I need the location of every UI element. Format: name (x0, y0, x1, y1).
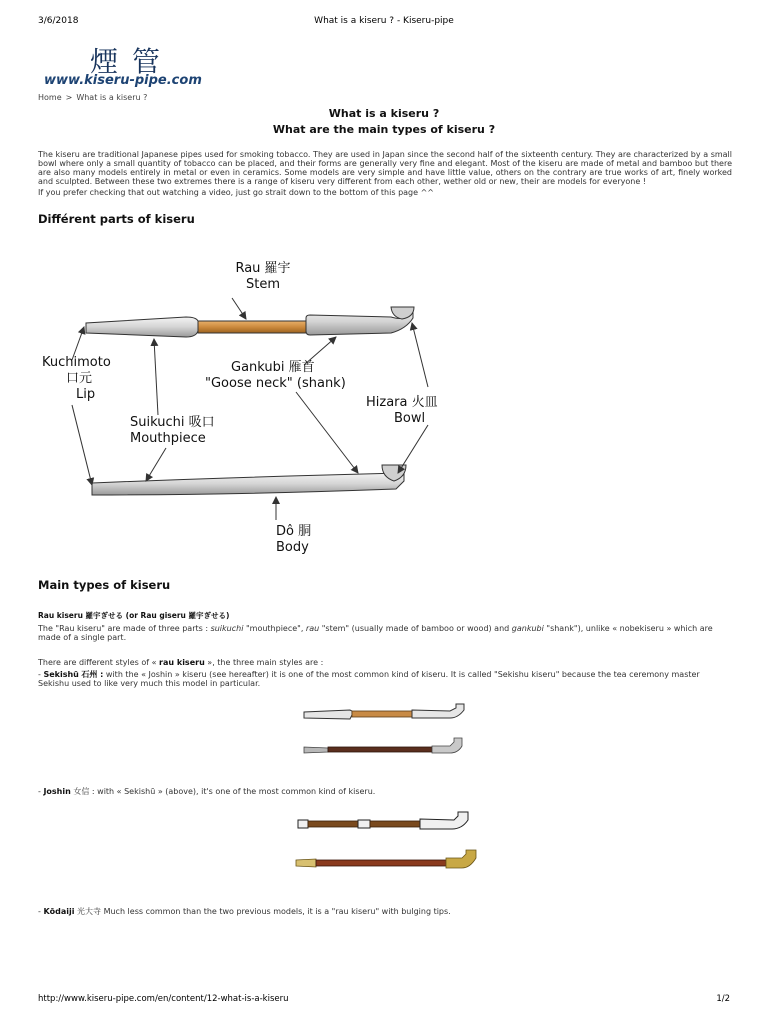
logo-kanji: 煙管 (90, 45, 175, 78)
label-gankubi: Gankubi 雁首 "Goose neck" (shank) (205, 360, 346, 391)
sekishu-description: - Sekishū 石州 : with the « Joshin » kiseru (see hereafter) it is one of the most common kind of kiseru. It is called "Sekishu kiseru" because the tea ceremony master Sekishu used to like very much this model in particular. (38, 670, 700, 688)
nobe-kiseru-drawing (92, 465, 406, 495)
parts-heading: Différent parts of kiseru (38, 212, 195, 226)
rau-kiseru-description: The "Rau kiseru" are made of three parts : suikuchi "mouthpiece", rau "stem" (usually made of bamboo or wood) and gankubi "shank"), unlike « nobekiseru » which are made of a single part. (38, 624, 713, 642)
label-suikuchi: Suikuchi 吸口 Mouthpiece (130, 415, 215, 446)
joshin-description: - Joshin 女信 : with « Sekishū » (above), it's one of the most common kind of kiseru. (38, 787, 376, 796)
sekishu-pipe-1 (304, 704, 464, 719)
rau-kiseru-heading: Rau kiseru 羅宇ぎせる (or Rau giseru 羅宇ぎせる) (38, 611, 230, 620)
print-date: 3/6/2018 (38, 16, 79, 26)
site-logo[interactable] (44, 40, 214, 96)
page-title-line-1: What is a kiseru ? (328, 107, 440, 120)
breadcrumb-home[interactable]: Home (38, 93, 62, 102)
print-footer (38, 994, 730, 1006)
label-rau: Rau 羅宇 Stem (235, 261, 291, 292)
print-header (38, 16, 730, 30)
label-kuchimoto: Kuchimoto 口元 Lip (42, 355, 111, 402)
sekishu-pipe-2 (304, 738, 462, 753)
page-number: 1/2 (716, 994, 730, 1004)
rau-kiseru-drawing (86, 307, 414, 337)
kiseru-parts-diagram (36, 245, 476, 565)
footer-url: http://www.kiseru-pipe.com/en/content/12-what-is-a-kiseru (38, 994, 289, 1004)
sekishu-pipe-images (300, 702, 470, 762)
joshin-pipe-1 (298, 812, 468, 829)
label-do: Dô 胴 Body (276, 524, 312, 555)
logo-url: www.kiseru-pipe.com (44, 73, 202, 88)
breadcrumb (38, 93, 147, 102)
page-title (0, 106, 768, 138)
intro-paragraph: The kiseru are traditional Japanese pipes used for smoking tobacco. They are used in Japan since the second half of the sixteenth century. They are characterized by a small bowl where only a small quantity of tobacco can be placed, and their forms are generally very fine and elegant. Most of the kiseru are made of metal and bamboo but there are also many models entirely in metal or even in ceramics. Some models are very simple and have little value, others on the contrary are true works of art, finely worked and sculpted. Between these two extremes there is a range of kiseru very different from each other, wether old or new, their are models for everyone ! (38, 150, 732, 186)
kodaiji-description: - Kōdaiji 光大寺 Much less common than the two previous models, it is a "rau kiseru" with bulging tips. (38, 907, 451, 916)
video-note: If you prefer checking that out watching a video, just go strait down to the bottom of this page ^^ (38, 188, 434, 197)
breadcrumb-current: What is a kiseru ? (76, 93, 148, 102)
joshin-pipe-2 (296, 850, 476, 868)
label-hizara: Hizara 火皿 Bowl (366, 395, 438, 426)
breadcrumb-separator: > (65, 93, 73, 102)
styles-intro: There are different styles of « rau kiseru », the three main styles are : (38, 658, 324, 667)
print-title: What is a kiseru ? - Kiseru-pipe (314, 16, 454, 26)
joshin-pipe-images (294, 810, 484, 880)
types-heading: Main types of kiseru (38, 578, 171, 592)
page-title-line-2: What are the main types of kiseru ? (272, 123, 496, 136)
